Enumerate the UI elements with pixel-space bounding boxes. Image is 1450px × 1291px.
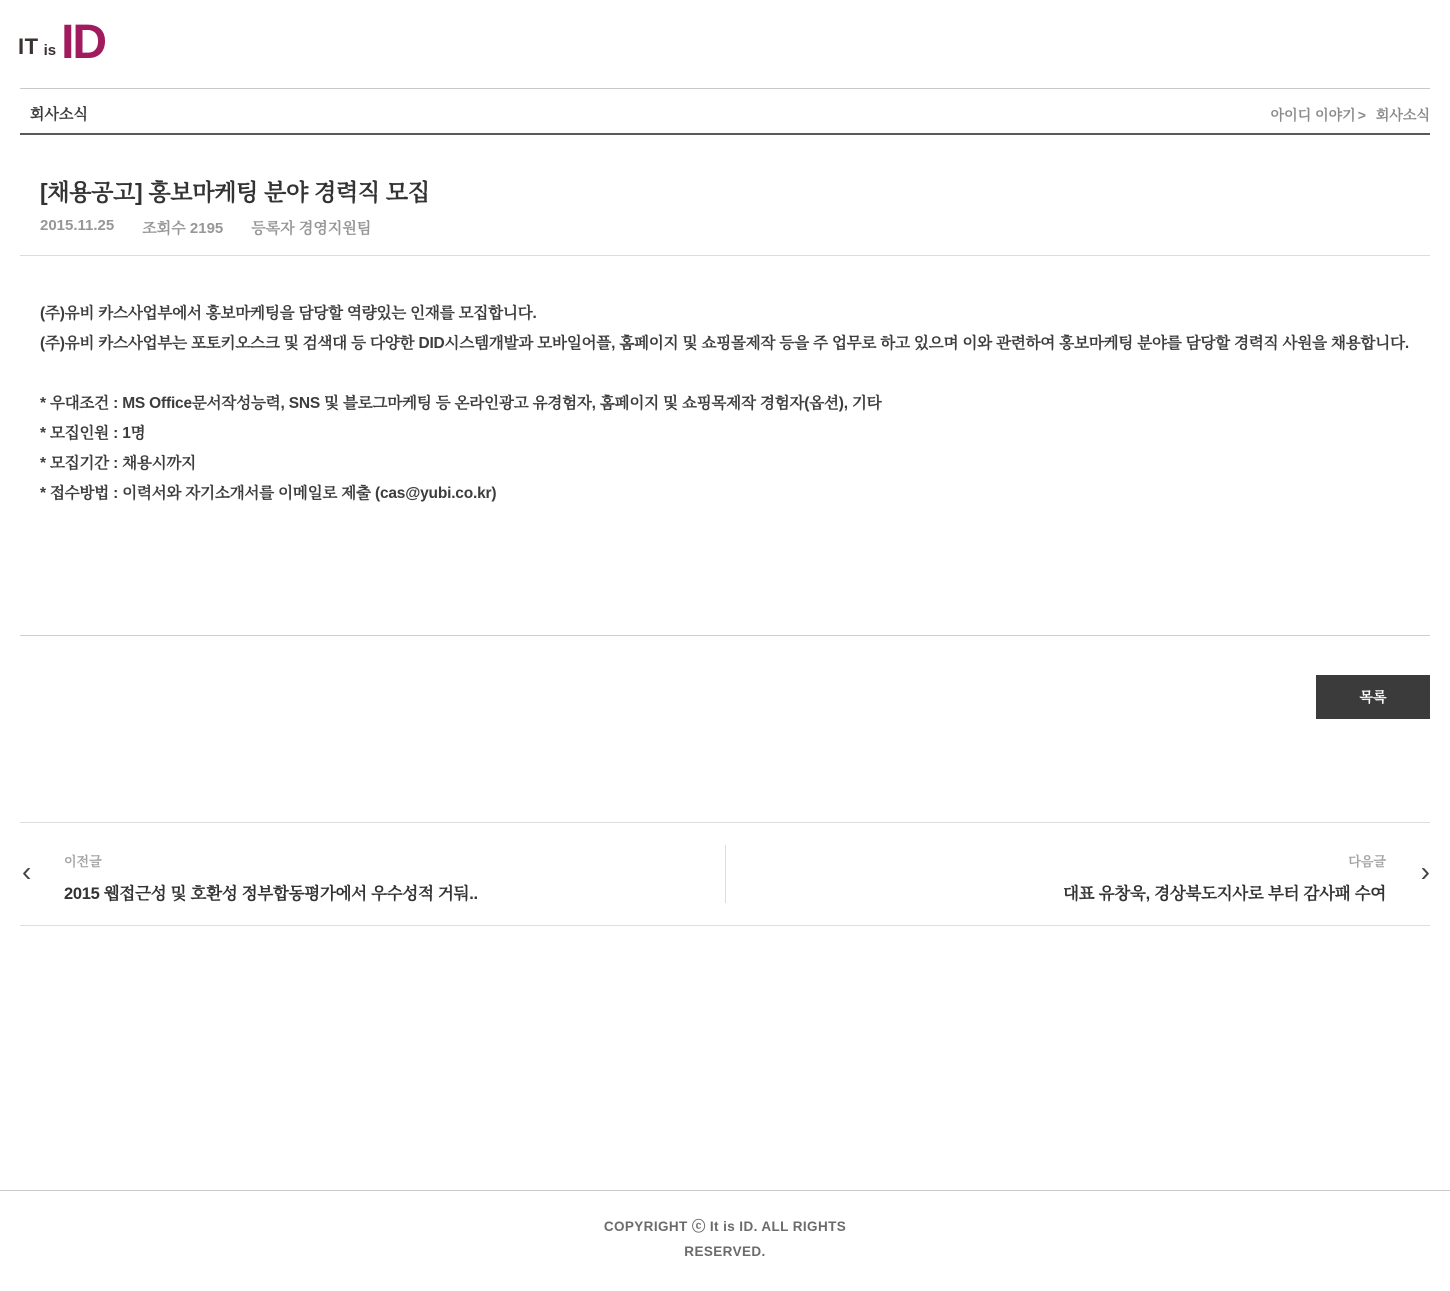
article-author: 등록자 경영지원팀 [251, 220, 372, 237]
footer-copyright: COPYRIGHT ⓒ It is ID. ALL RIGHTS RESERVED. [603, 1219, 847, 1259]
logo-id-text: ID [61, 16, 106, 69]
chevron-left-icon[interactable]: ‹ [22, 856, 32, 887]
list-button[interactable]: 목록 [1316, 675, 1430, 719]
pager-next-title[interactable]: 대표 유창욱, 경상북도지사로 부터 감사패 수여 [1063, 885, 1386, 903]
breadcrumb-current[interactable]: 회사소식 [1375, 107, 1430, 123]
pager-next-label: 다음글 [1348, 854, 1386, 869]
article-bullet: * 접수방법 : 이력서와 자기소개서를 이메일로 제출 (cas@yubi.co.kr) [40, 485, 497, 502]
breadcrumb-parent-link[interactable]: 아이디 이야기 [1270, 107, 1356, 123]
chevron-right-icon[interactable]: › [1420, 856, 1430, 887]
article-body-divider [20, 635, 1430, 636]
article-bullet: * 모집기간 : 채용시까지 [40, 455, 197, 472]
breadcrumb [1271, 105, 1430, 125]
pager-next-link[interactable] [1063, 851, 1386, 904]
article-title: [채용공고] 홍보마케팅 분야 경력직 모집 [40, 179, 430, 205]
pager-prev-label: 이전글 [64, 854, 102, 869]
header-top-divider [20, 88, 1430, 89]
site-logo[interactable] [18, 16, 106, 69]
article-paragraph: (주)유비 카스사업부에서 홍보마케팅을 담당할 역량있는 인재를 모집합니다. [40, 305, 537, 322]
article-view-count: 조회수 2195 [142, 220, 224, 237]
article-meta [40, 217, 371, 238]
breadcrumb-separator: > [1357, 107, 1366, 123]
footer-divider [0, 1190, 1450, 1191]
article-bullet: * 우대조건 : MS Office문서작성능력, SNS 및 블로그마케팅 등 온라인광고 유경험자, 홈페이지 및 쇼핑목제작 경험자(옵션), 기타 [40, 395, 882, 412]
article-head-divider [20, 255, 1430, 256]
paragraph-spacer [40, 359, 1424, 389]
logo-is-text: is [43, 42, 57, 60]
pager-divider [725, 845, 726, 903]
pager-prev-title[interactable]: 2015 웹접근성 및 호환성 정부합동평가에서 우수성적 거둬.. [64, 885, 478, 903]
pager-prev-link[interactable] [64, 851, 478, 904]
article-date: 2015.11.25 [40, 217, 115, 234]
pager-top-divider [20, 822, 1430, 823]
page-title: 회사소식 [30, 106, 88, 123]
logo-it-text: IT [18, 34, 39, 60]
header-bottom-divider [20, 133, 1430, 135]
article-paragraph: (주)유비 카스사업부는 포토키오스크 및 검색대 등 다양한 DID시스템개발과 모바일어플, 홈페이지 및 쇼핑몰제작 등을 주 업무로 하고 있으며 이와 관련하여 홍보마케팅 분야를 담당할 경력직 사원을 채용합니다. [40, 335, 1409, 352]
article-body [40, 299, 1424, 509]
article-bullet: * 모집인원 : 1명 [40, 425, 146, 442]
pager-bottom-divider [20, 925, 1430, 926]
footer [0, 1214, 1450, 1264]
